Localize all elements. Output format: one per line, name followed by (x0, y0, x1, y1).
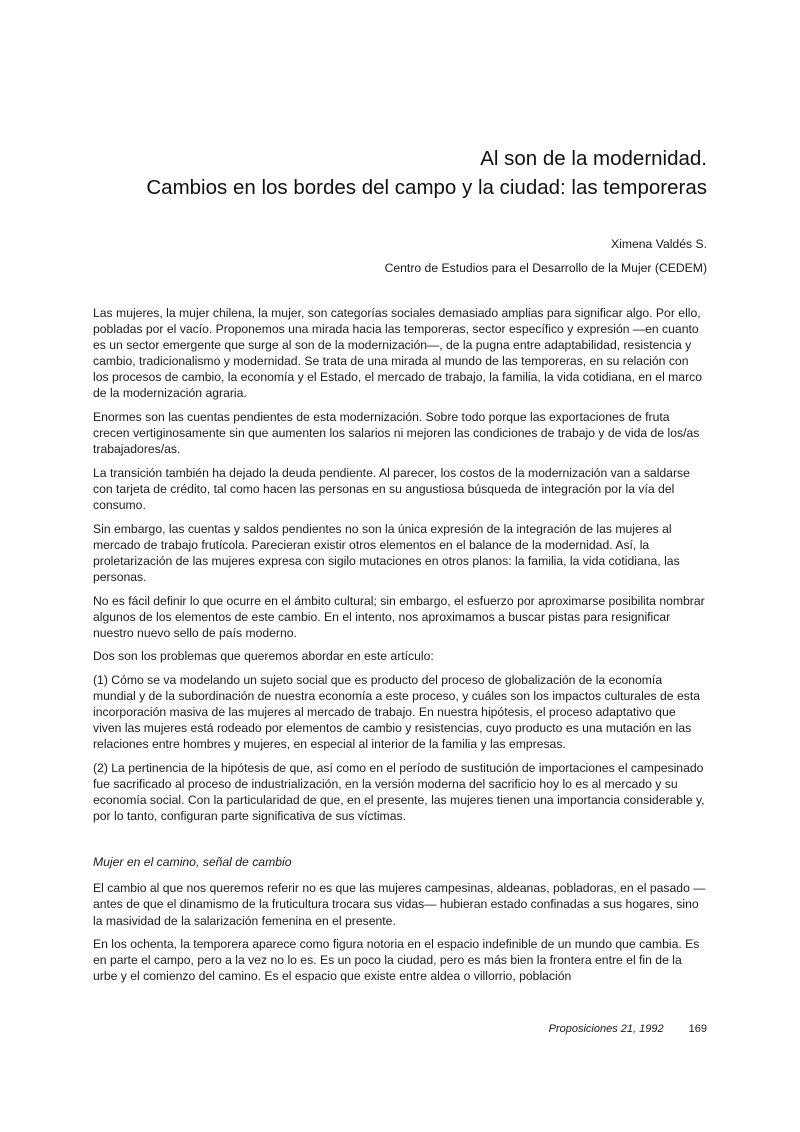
article-title (146, 144, 707, 202)
page-number: 169 (688, 1023, 707, 1035)
article-body (93, 305, 707, 992)
paragraph: Sin embargo, las cuentas y saldos pendientes no son la única expresión de la integración de las mujeres al mercado de trabajo frutícola. Parecieran existir otros elementos en el balance de la modernidad. Así, la proletarización de las mujeres expresa con sigilo mutaciones en otros planos: la familia, la vida cotidiana, las personas. (93, 521, 680, 584)
paragraph: (1) Cómo se va modelando un sujeto social que es producto del proceso de globalización de la economía mundial y de la subordinación de nuestra economía a este proceso, y cuáles son los impactos culturales de esta incorporación masiva de las mujeres al mercado de trabajo. En nuestra hipótesis, el proceso adaptativo que viven las mujeres está rodeado por elementos de cambio y resistencias, cuyo producto es una mutación en las relaciones entre hombres y mujeres, en especial al interior de la familia y las empresas. (93, 672, 701, 752)
paragraph: En los ochenta, la temporera aparece como figura notoria en el espacio indefinible de un mundo que cambia. Es en parte el campo, pero a la vez no lo es. Es un poco la ciudad, pero es más bien la frontera entre el fin de la urbe y el comienzo del camino. Es el espacio que existe entre aldea o villorrio, población (93, 937, 700, 984)
title-line-2: Cambios en los bordes del campo y la ciudad: las temporeras (146, 176, 707, 199)
paragraph: Dos son los problemas que queremos abordar en este artículo: (93, 649, 434, 664)
paragraph: Enormes son las cuentas pendientes de esta modernización. Sobre todo porque las exportaciones de fruta crecen vertiginosamente sin que aumenten los salarios ni mejoren las condiciones de trabajo y de vida de los/as trabajadores/as. (93, 410, 700, 457)
journal-citation: Proposiciones 21, 1992 (548, 1023, 664, 1035)
author-name: Ximena Valdés S. (611, 237, 707, 251)
page-footer (549, 1023, 707, 1035)
section-heading: Mujer en el camino, señal de cambio (93, 855, 292, 870)
paragraph: La transición también ha dejado la deuda pendiente. Al parecer, los costos de la modernización van a saldarse con tarjeta de crédito, tal como hacen las personas en su angustiosa búsqueda de integración por la vía del consumo. (93, 465, 690, 513)
title-line-1: Al son de la modernidad. (480, 147, 707, 170)
paragraph: Las mujeres, la mujer chilena, la mujer, son categorías sociales demasiado amplias para significar algo. Por ello, pobladas por el vacío. Proponemos una mirada hacia las temporeras, sector específico y expresión —en cuanto es un sector emergente que surge al son de la modernización—, de la pugna entre adaptabilidad, resistencia y cambio, tradicionalismo y modernidad. Se trata de una mirada al mundo de las temporeras, en su relación con los procesos de cambio, la economía y el Estado, el mercado de trabajo, la familia, la vida cotidiana, en el marco de la modernización agraria. (93, 306, 703, 401)
paragraph: El cambio al que nos queremos referir no es que las mujeres campesinas, aldeanas, pobladoras, en el pasado —antes de que el dinamismo de la fruticultura trocara sus vidas— hubieran estado confinadas a sus hogares, sino la masividad de la salarización femenina en el presente. (93, 881, 706, 928)
author-affiliation: Centro de Estudios para el Desarrollo de la Mujer (CEDEM) (384, 261, 707, 275)
paragraph: No es fácil definir lo que ocurre en el ámbito cultural; sin embargo, el esfuerzo por aproximarse posibilita nombrar algunos de los elementos de este cambio. En el intento, nos aproximamos a buscar pistas para resignificar nuestro nuevo sello de país moderno. (93, 593, 705, 640)
paragraph: (2) La pertinencia de la hipótesis de que, así como en el período de sustitución de importaciones el campesinado fue sacrificado al proceso de industrialización, en la versión moderna del sacrificio hoy lo es al mercado y su economía social. Con la particularidad de que, en el presente, las mujeres tienen una importancia considerable y, por lo tanto, configuran parte significativa de sus víctimas. (93, 760, 705, 824)
